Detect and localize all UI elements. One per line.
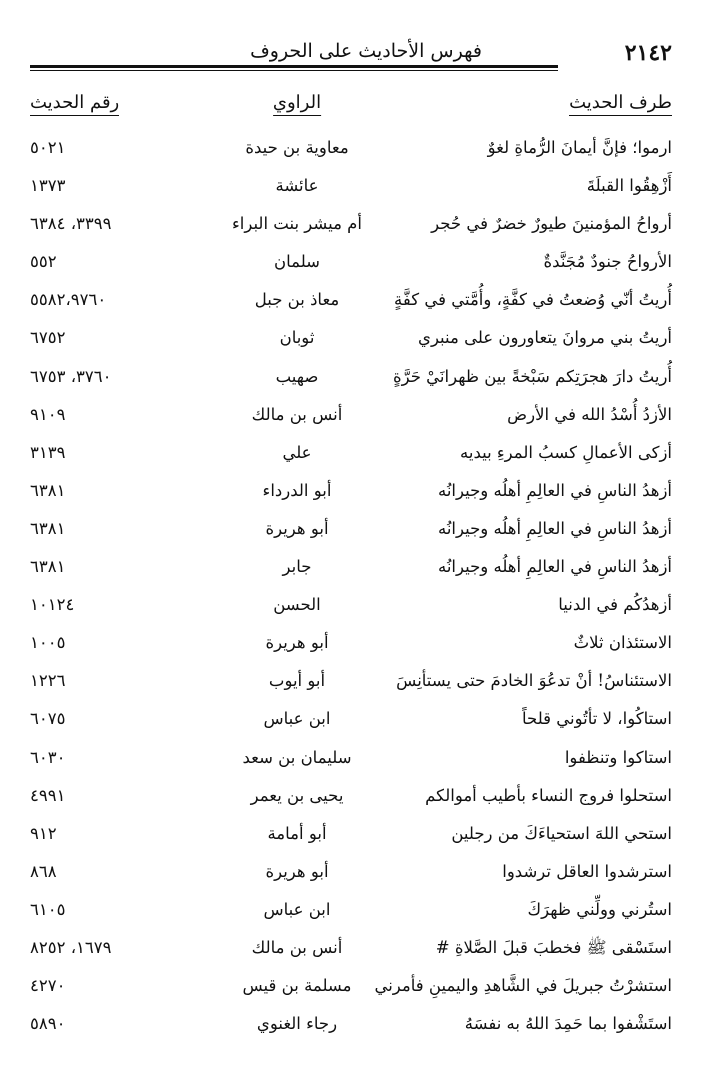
hadith-number: ٥٥٢: [30, 252, 57, 272]
hadith-number: ١٠٠٥: [30, 633, 66, 653]
table-row: [30, 511, 672, 549]
hadith-text: استشرْتُ جبريلَ في الشَّاهدِ واليمينِ فأمرني: [374, 976, 672, 996]
table-row: [30, 282, 672, 320]
table-row: [30, 130, 672, 168]
hadith-number: ١٠١٢٤: [30, 595, 75, 615]
narrator-name: أبو الدرداء: [262, 480, 332, 500]
narrator-name: ابن عباس: [263, 899, 331, 919]
table-row: [30, 244, 672, 282]
hadith-text: ارموا؛ فإنَّ أيمانَ الرُّماةِ لغوٌ: [487, 138, 672, 157]
table-row: [30, 206, 672, 244]
hadith-text: أزهدُ الناسِ في العالِمِ أهلُه وجيرانُه: [437, 518, 672, 538]
hadith-text: استاكوا وتنظفوا: [564, 747, 672, 767]
narrator-name: معاذ بن جبل: [254, 290, 340, 310]
narrator-name: عائشة: [275, 176, 319, 196]
hadith-number: ٦٠٣٠: [30, 747, 66, 767]
narrator-name: معاوية بن حيدة: [245, 138, 349, 157]
narrator-name: أبو هريرة: [265, 633, 329, 653]
hadith-number: ٦٣٨١: [30, 557, 66, 577]
hadith-text: الأزدُ أُسْدُ الله في الأرض: [507, 404, 672, 424]
hadith-text: استرشدوا العاقل ترشدوا: [502, 861, 672, 881]
table-row: [30, 663, 672, 701]
hadith-text: أزهدُكُم في الدنيا: [558, 595, 672, 615]
hadith-number: ١٢٢٦: [30, 671, 66, 691]
header-rule-thin: [30, 70, 558, 71]
table-row: [30, 968, 672, 1006]
hadith-number: ٦٧٥٢: [30, 328, 66, 348]
narrator-name: علي: [282, 442, 312, 462]
hadith-index-table: [30, 130, 672, 1044]
table-row: [30, 587, 672, 625]
hadith-text: استَسْقى ﷺ فخطبَ قبلَ الصَّلاةِ #: [435, 937, 672, 957]
narrator-name: أبو أمامة: [267, 823, 327, 843]
table-row: [30, 359, 672, 397]
table-row: [30, 892, 672, 930]
hadith-number: ٥٠٢١: [30, 138, 66, 157]
hadith-number: ١٦٧٩، ٨٢٥٢: [30, 937, 112, 957]
table-row: [30, 854, 672, 892]
hadith-number: ٨٦٨: [30, 861, 57, 881]
hadith-text: استاكُوا، لا تأتُوني قلحاً: [522, 709, 672, 729]
hadith-number: ٦٣٨١: [30, 480, 66, 500]
hadith-text: الاستئناسُ! أنْ تدعُوَ الخادمَ حتى يستأنِسَ: [396, 671, 672, 691]
hadith-text: أريتُ بني مروانَ يتعاورون على منبري: [418, 328, 672, 348]
hadith-number: ٦١٠٥: [30, 899, 66, 919]
narrator-name: مسلمة بن قيس: [242, 976, 352, 996]
hadith-number: ٣٧٦٠، ٦٧٥٣: [30, 366, 112, 386]
column-header-narrator: الراوي: [273, 92, 321, 116]
hadith-text: أَزْهِقُوا القبلَةَ: [586, 176, 672, 196]
narrator-name: أبو أيوب: [268, 671, 326, 691]
header-rule: [30, 65, 558, 68]
hadith-text: أُريتُ دارَ هجرَتِكم سَبْخةً بين ظهرانَيْ حَرَّةٍ: [392, 366, 672, 386]
hadith-number: ٤٩٩١: [30, 785, 66, 805]
narrator-name: سلمان: [274, 252, 320, 272]
hadith-text: أُريتُ أنّي وُضعتُ في كفَّةٍ، وأُمَّتي في كفَّةٍ: [394, 290, 672, 310]
hadith-text: أزهدُ الناسِ في العالِمِ أهلُه وجيرانُه: [437, 557, 672, 577]
hadith-text: أزكى الأعمالِ كسبُ المرءِ بيديه: [460, 442, 672, 462]
hadith-number: ١٣٧٣: [30, 176, 66, 196]
narrator-name: أنس بن مالك: [251, 937, 343, 957]
hadith-number: ٤٢٧٠: [30, 976, 66, 996]
running-title: فهرس الأحاديث على الحروف: [250, 40, 482, 62]
hadith-number: ٥٥٨٢،٩٧٦٠: [30, 290, 107, 310]
hadith-number: ٥٨٩٠: [30, 1014, 66, 1034]
table-row: [30, 473, 672, 511]
hadith-text: استَشْفوا بما حَمِدَ اللهُ به نفسَهُ: [464, 1014, 672, 1034]
table-row: [30, 549, 672, 587]
column-header-number: رقم الحديث: [30, 92, 119, 116]
narrator-name: يحيى بن يعمر: [250, 785, 344, 805]
narrator-name: الحسن: [273, 595, 321, 615]
narrator-name: ثوبان: [279, 328, 315, 348]
narrator-name: سليمان بن سعد: [242, 747, 352, 767]
table-row: [30, 397, 672, 435]
page-header: [30, 38, 672, 72]
hadith-number: ٣١٣٩: [30, 442, 66, 462]
table-row: [30, 1006, 672, 1044]
hadith-text: استحلوا فروج النساء بأطيب أموالكم: [425, 785, 672, 805]
hadith-number: ٦٠٧٥: [30, 709, 66, 729]
table-row: [30, 701, 672, 739]
narrator-name: صهيب: [275, 366, 319, 386]
hadith-number: ٦٣٨١: [30, 518, 66, 538]
narrator-name: أبو هريرة: [265, 861, 329, 881]
page-number: ٢١٤٢: [624, 40, 672, 66]
table-row: [30, 435, 672, 473]
table-row: [30, 930, 672, 968]
narrator-name: رجاء الغنوي: [256, 1014, 338, 1034]
narrator-name: أم ميشر بنت البراء: [232, 214, 362, 234]
hadith-number: ٩١٠٩: [30, 404, 66, 424]
table-row: [30, 816, 672, 854]
column-header-hadith: طرف الحديث: [569, 92, 672, 116]
narrator-name: ابن عباس: [263, 709, 331, 729]
hadith-number: ٩١٢: [30, 823, 57, 843]
table-row: [30, 320, 672, 358]
hadith-number: ٣٣٩٩، ٦٣٨٤: [30, 214, 112, 234]
narrator-name: أنس بن مالك: [251, 404, 343, 424]
table-row: [30, 168, 672, 206]
table-row: [30, 625, 672, 663]
hadith-text: استُرني وولِّني ظهرَكَ: [527, 899, 672, 919]
table-row: [30, 778, 672, 816]
column-headers: [30, 92, 672, 124]
hadith-text: استحي اللهَ استحياءَكَ من رجلين: [451, 823, 672, 843]
narrator-name: جابر: [282, 557, 312, 577]
hadith-text: الأرواحُ جنودٌ مُجَنَّدةٌ: [543, 252, 672, 272]
table-row: [30, 740, 672, 778]
narrator-name: أبو هريرة: [265, 518, 329, 538]
hadith-text: الاستئذان ثلاثٌ: [573, 633, 672, 653]
hadith-text: أزهدُ الناسِ في العالِمِ أهلُه وجيرانُه: [437, 480, 672, 500]
hadith-text: أرواحُ المؤمنينَ طيورٌ خضرٌ في حُجر: [431, 214, 672, 234]
